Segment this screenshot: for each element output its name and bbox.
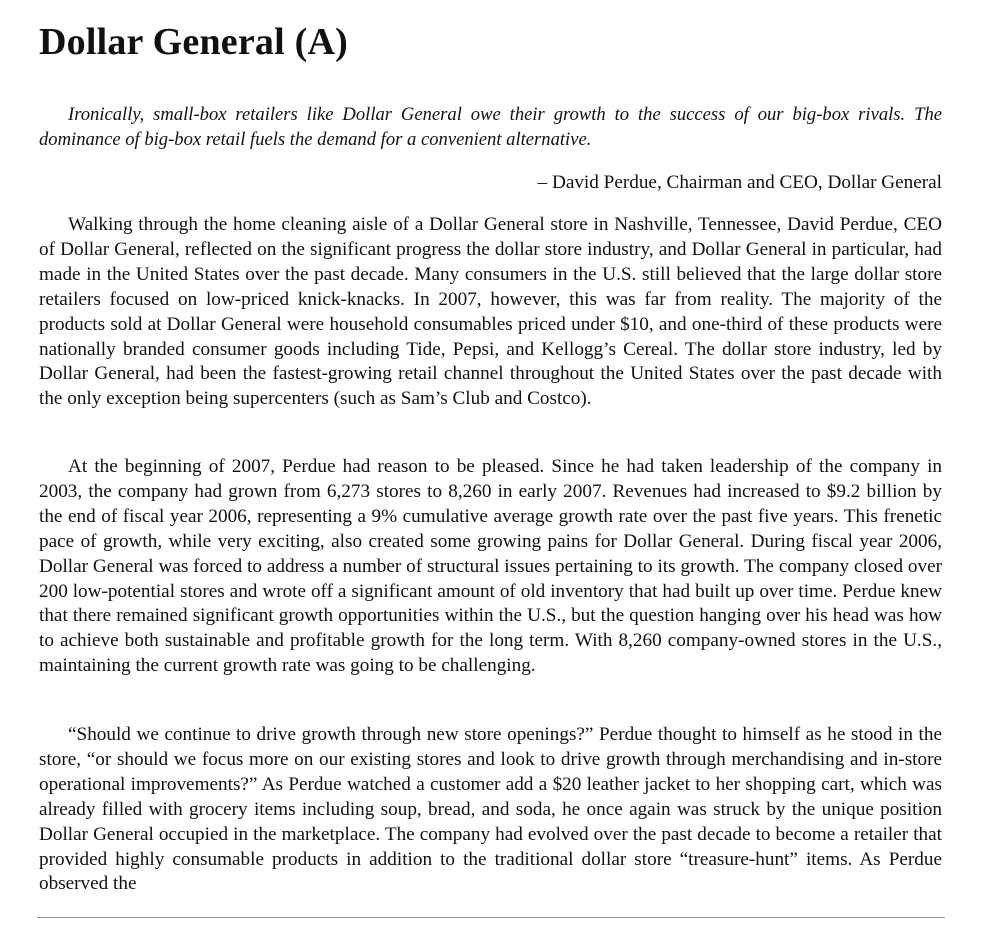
body-paragraph-2: At the beginning of 2007, Perdue had reason to be pleased. Since he had taken leadership of the company in 2003, the company had grown from 6,273 stores to 8,260 in early 2007. Revenues had increased to $9.2 billion by the end of fiscal year 2006, representing a 9% cumulative average growth rate over the past five years. This frenetic pace of growth, while very exciting, also created some growing pains for Dollar General. During fiscal year 2006, Dollar General was forced to address a number of structural issues pertaining to its growth. The company closed over 200 low-potential stores and wrote off a significant amount of old inventory that had built up over time. Perdue knew that there remained significant growth opportunities within the U.S., but the question hanging over his head was how to achieve both sustainable and profitable growth for the long term. With 8,260 company-owned stores in the U.S., maintaining the current growth rate was going to be challenging. [39,456,942,677]
epigraph-quote: Ironically, small-box retailers like Dollar General owe their growth to the success of our big-box rivals. The dominance of big-box retail fuels the demand for a convenient alternative. [39,104,942,150]
page-bottom-rule [37,917,945,918]
body-paragraph-1: Walking through the home cleaning aisle of a Dollar General store in Nashville, Tennessee, David Perdue, CEO of Dollar General, reflected on the significant progress the dollar store industry, and Dollar General in particular, had made in the United States over the past decade. Many consumers in the U.S. still believed that the large dollar store retailers focused on low-priced knick-knacks. In 2007, however, this was far from reality. The majority of the products sold at Dollar General were household consumables priced under $10, and one-third of these products were nationally branded consumer goods including Tide, Pepsi, and Kellogg’s Cereal. The dollar store industry, led by Dollar General, had been the fastest-growing retail channel throughout the United States over the past decade with the only exception being supercenters (such as Sam’s Club and Costco). [39,214,942,410]
epigraph-attribution: – David Perdue, Chairman and CEO, Dollar General [537,172,942,193]
body-paragraph-3: “Should we continue to drive growth through new store openings?” Perdue thought to himself as he stood in the store, “or should we focus more on our existing stores and look to drive growth through merchandising and in-store operational improvements?” As Perdue watched a customer add a $20 leather jacket to her shopping cart, which was already filled with grocery items including soup, bread, and soda, he once again was struck by the unique position Dollar General occupied in the marketplace. The company had evolved over the past decade to become a retailer that provided highly consumable products in addition to the traditional dollar store “treasure-hunt” items. As Perdue observed the [39,724,942,895]
document-title: Dollar General (A) [39,21,348,63]
